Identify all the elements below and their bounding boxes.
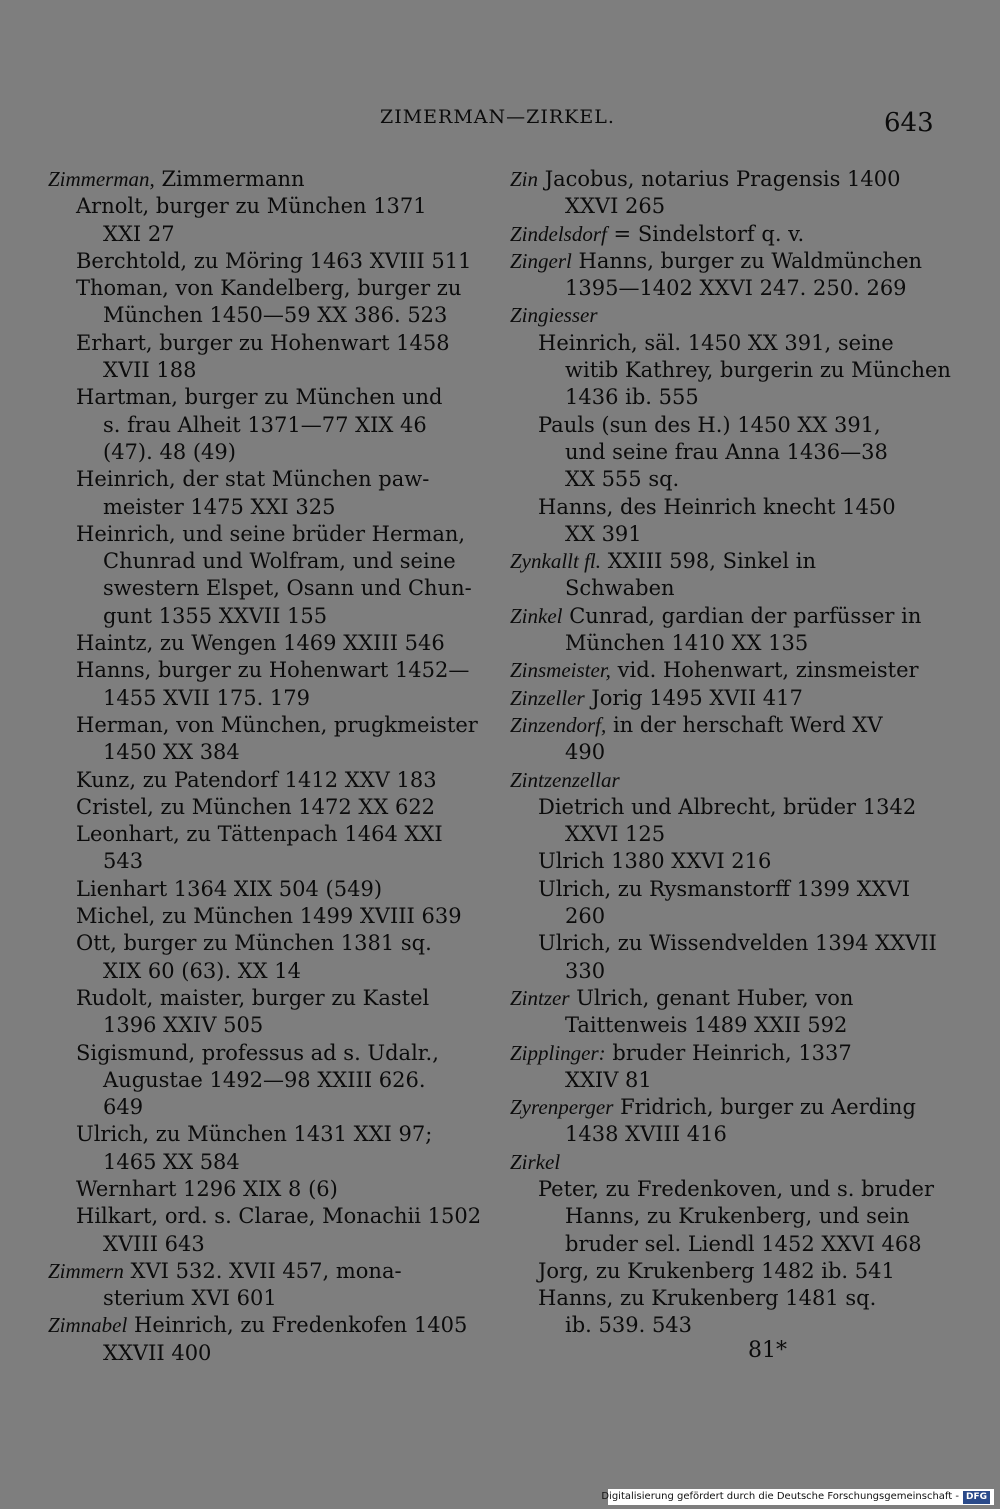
index-line — [510, 384, 935, 411]
footer-text: Digitalisierung gefördert durch die Deutsche Forschungsgemeinschaft - — [601, 1491, 959, 1502]
index-line — [48, 1067, 473, 1094]
index-line — [510, 1285, 935, 1312]
index-line — [48, 357, 473, 384]
index-line — [510, 1149, 935, 1176]
entry-text: XX 391 — [565, 521, 642, 546]
entry-keyword: Zynkallt fl. — [510, 549, 601, 574]
index-line — [510, 712, 935, 739]
entry-text: Heinrich, zu Fredenkofen 1405 — [134, 1313, 468, 1338]
index-line — [48, 712, 478, 739]
entry-text: Wernhart 1296 XIX 8 (6) — [76, 1176, 338, 1201]
index-line — [48, 1094, 473, 1121]
entry-text: XXIV 81 — [565, 1067, 652, 1092]
entry-text: bruder Heinrich, 1337 — [612, 1040, 852, 1065]
index-line — [510, 1203, 935, 1230]
entry-text: Jorg, zu Krukenberg 1482 ib. 541 — [538, 1258, 895, 1283]
index-line — [48, 494, 473, 521]
entry-keyword: Zimmern — [48, 1258, 124, 1283]
entry-text: 1465 XX 584 — [103, 1149, 240, 1174]
index-line — [510, 903, 935, 930]
entry-text: Chunrad und Wolfram, und seine — [103, 549, 456, 574]
index-line — [510, 521, 935, 548]
index-line — [510, 166, 935, 193]
entry-text: s. frau Alheit 1371—77 XIX 46 — [103, 412, 427, 437]
entry-keyword: Zinzendorf, — [510, 712, 607, 737]
entry-text: Hanns, burger zu Waldmünchen — [578, 248, 923, 273]
entry-text: sterium XVI 601 — [103, 1286, 277, 1311]
entry-text: (47). 48 (49) — [103, 439, 236, 464]
entry-text: bruder sel. Liendl 1452 XXVI 468 — [565, 1231, 922, 1256]
index-line — [510, 1176, 935, 1203]
index-line — [510, 958, 935, 985]
entry-keyword: Zin — [510, 167, 539, 191]
entry-text: Sigismund, professus ad s. Udalr., — [76, 1040, 439, 1065]
index-line — [48, 275, 473, 302]
entry-text: witib Kathrey, burgerin zu München — [565, 358, 951, 383]
entry-text: München 1450—59 XX 386. 523 — [103, 303, 448, 328]
index-line — [510, 985, 935, 1012]
entry-text: und seine frau Anna 1436—38 — [565, 439, 888, 464]
entry-keyword: Zindelsdorf — [510, 221, 607, 246]
index-line — [48, 302, 473, 329]
entry-text: Pauls (sun des H.) 1450 XX 391, — [538, 412, 881, 437]
left-column — [48, 166, 482, 1367]
index-line — [510, 685, 935, 712]
index-line — [48, 1012, 473, 1039]
index-line — [48, 1176, 473, 1203]
entry-text: Ulrich, genant Huber, von — [576, 985, 854, 1010]
index-line — [48, 739, 473, 766]
index-line — [510, 794, 935, 821]
entry-text: Herman, von München, prugkmeister — [76, 712, 478, 737]
entry-text: 1436 ib. 555 — [565, 385, 699, 410]
entry-text: Hanns, des Heinrich knecht 1450 — [538, 494, 896, 519]
index-line — [510, 221, 935, 248]
index-line — [510, 575, 935, 602]
entry-text: Peter, zu Fredenkoven, und s. bruder — [538, 1176, 935, 1201]
index-line — [510, 1040, 935, 1067]
index-line — [510, 739, 935, 766]
index-line — [510, 1067, 935, 1094]
entry-text: 490 — [565, 740, 606, 765]
entry-text: 1455 XVII 175. 179 — [103, 685, 311, 710]
entry-text: Ulrich, zu Wissendvelden 1394 XXVII — [538, 931, 937, 956]
entry-text: Jacobus, notarius Pragensis 1400 — [544, 167, 901, 191]
entry-text: Taittenweis 1489 XXII 592 — [565, 1013, 848, 1038]
entry-text: XXVI 265 — [565, 194, 666, 219]
index-line — [510, 275, 935, 302]
entry-keyword: Zinkel — [510, 603, 563, 628]
entry-text: Thoman, von Kandelberg, burger zu — [76, 276, 462, 301]
index-line — [48, 958, 473, 985]
entry-keyword: Zimnabel — [48, 1313, 128, 1338]
index-line — [510, 466, 935, 493]
index-line — [510, 302, 935, 329]
entry-text: in der herschaft Werd XV — [612, 712, 883, 737]
entry-text: Heinrich, säl. 1450 XX 391, seine — [538, 330, 894, 355]
entry-text: 1450 XX 384 — [103, 740, 240, 765]
entry-text: XVII 188 — [103, 358, 197, 383]
entry-text: Hilkart, ord. s. Clarae, Monachii 1502 — [76, 1204, 482, 1229]
entry-text: Leonhart, zu Tättenpach 1464 XXI — [76, 822, 443, 847]
index-line — [510, 876, 935, 903]
index-line — [48, 1258, 473, 1285]
index-line — [48, 1149, 473, 1176]
entry-text: Kunz, zu Patendorf 1412 XXV 183 — [76, 767, 437, 792]
entry-text: Augustae 1492—98 XXIII 626. — [103, 1067, 426, 1092]
entry-text: 330 — [565, 958, 606, 983]
entry-text: 543 — [103, 849, 144, 874]
index-line — [510, 1258, 935, 1285]
index-line — [510, 767, 935, 794]
entry-text: XVIII 643 — [103, 1231, 205, 1256]
entry-text: München 1410 XX 135 — [565, 631, 809, 656]
entry-text: 1438 XVIII 416 — [565, 1122, 727, 1147]
running-header: ZIMERMAN—ZIRKEL. — [380, 106, 615, 128]
entry-text: ib. 539. 543 — [565, 1313, 693, 1338]
entry-text: 260 — [565, 904, 606, 929]
entry-text: swestern Elspet, Osann und Chun- — [103, 576, 472, 601]
entry-text: XXI 27 — [103, 221, 175, 246]
index-line — [48, 166, 473, 193]
index-line — [510, 930, 935, 957]
index-line — [510, 412, 935, 439]
entry-text: Fridrich, burger zu Aerding — [620, 1095, 916, 1120]
index-line — [510, 630, 935, 657]
entry-keyword: Zingiesser — [510, 303, 598, 328]
entry-text: Heinrich, der stat München paw- — [76, 467, 430, 492]
index-line — [48, 930, 473, 957]
entry-text: Arnolt, burger zu München 1371 — [76, 194, 427, 219]
entry-text: Schwaben — [565, 576, 675, 601]
index-line — [48, 1312, 473, 1339]
index-line — [510, 821, 935, 848]
index-line — [510, 603, 935, 630]
digitization-footer — [601, 1489, 994, 1505]
index-line — [510, 248, 935, 275]
entry-text: Ulrich, zu München 1431 XXI 97; — [76, 1122, 433, 1147]
index-line — [48, 821, 473, 848]
index-line — [48, 848, 473, 875]
index-line — [48, 466, 473, 493]
entry-text: meister 1475 XXI 325 — [103, 494, 336, 519]
entry-text: Haintz, zu Wengen 1469 XXIII 546 — [76, 631, 445, 656]
entry-keyword: Zyrenperger — [510, 1095, 614, 1120]
index-line — [48, 548, 473, 575]
index-line — [48, 1203, 482, 1230]
index-line — [48, 685, 473, 712]
entry-text: 1395—1402 XXVI 247. 250. 269 — [565, 276, 907, 301]
index-line — [510, 1231, 935, 1258]
entry-text: Cunrad, gardian der parfüsser in — [569, 603, 922, 628]
entry-text: XXVI 125 — [565, 822, 666, 847]
entry-text: Jorig 1495 XVII 417 — [591, 685, 803, 710]
index-line — [48, 412, 473, 439]
index-line — [48, 439, 473, 466]
index-line — [48, 575, 473, 602]
index-line — [48, 384, 473, 411]
index-line — [48, 630, 473, 657]
index-line — [510, 848, 935, 875]
index-line — [510, 1121, 935, 1148]
entry-text: Lienhart 1364 XIX 504 (549) — [76, 876, 383, 901]
entry-text: Hanns, burger zu Hohenwart 1452— — [76, 658, 470, 683]
index-line — [48, 657, 473, 684]
index-line — [48, 603, 473, 630]
entry-keyword: Zimmerman, — [48, 167, 155, 191]
index-line — [510, 1012, 935, 1039]
entry-text: Cristel, zu München 1472 XX 622 — [76, 794, 436, 819]
dfg-logo: DFG — [963, 1491, 990, 1504]
entry-text: XXIII 598, Sinkel in — [607, 549, 816, 574]
entry-text: Dietrich und Albrecht, brüder 1342 — [538, 794, 917, 819]
index-line — [48, 985, 473, 1012]
entry-text: Hanns, zu Krukenberg, und sein — [565, 1204, 910, 1229]
index-line — [48, 1121, 473, 1148]
index-line — [48, 903, 473, 930]
index-line — [48, 767, 473, 794]
entry-text: gunt 1355 XXVII 155 — [103, 603, 328, 628]
index-line — [510, 193, 935, 220]
entry-text: XIX 60 (63). XX 14 — [103, 958, 302, 983]
index-line — [48, 193, 473, 220]
entry-text: Heinrich, und seine brüder Herman, — [76, 521, 466, 546]
entry-keyword: Zirkel — [510, 1149, 561, 1174]
entry-text: Ulrich 1380 XXVI 216 — [538, 849, 772, 874]
entry-text: Zimmermann — [161, 167, 305, 191]
entry-text: 649 — [103, 1095, 144, 1120]
index-line — [48, 1231, 473, 1258]
entry-keyword: Zintzer — [510, 985, 570, 1010]
entry-keyword: Zipplinger: — [510, 1040, 606, 1065]
entry-text: Ulrich, zu Rysmanstorff 1399 XXVI — [538, 876, 911, 901]
entry-text: Erhart, burger zu Hohenwart 1458 — [76, 330, 450, 355]
index-line — [48, 521, 473, 548]
index-line — [48, 248, 473, 275]
index-line — [48, 1340, 473, 1367]
entry-text: XVI 532. XVII 457, mona- — [130, 1258, 402, 1283]
index-line — [48, 221, 473, 248]
entry-keyword: Zingerl — [510, 248, 572, 273]
entry-keyword: Zinsmeister, — [510, 658, 611, 683]
index-line — [510, 1312, 935, 1339]
entry-text: Hartman, burger zu München und — [76, 385, 443, 410]
index-line — [510, 1094, 935, 1121]
right-column — [510, 166, 951, 1340]
entry-text: XX 555 sq. — [565, 467, 680, 492]
entry-text: vid. Hohenwart, zinsmeister — [617, 658, 919, 683]
entry-keyword: Zintzenzellar — [510, 767, 620, 792]
index-line — [510, 330, 935, 357]
index-line — [48, 330, 473, 357]
entry-text: 1396 XXIV 505 — [103, 1013, 264, 1038]
entry-text: Rudolt, maister, burger zu Kastel — [76, 985, 430, 1010]
index-line — [510, 494, 935, 521]
entry-text: Hanns, zu Krukenberg 1481 sq. — [538, 1286, 877, 1311]
index-line — [48, 1285, 473, 1312]
index-line — [510, 657, 935, 684]
index-line — [48, 876, 473, 903]
entry-text: Ott, burger zu München 1381 sq. — [76, 931, 432, 956]
page-number: 643 — [884, 108, 934, 138]
entry-text: Berchtold, zu Möring 1463 XVIII 511 — [76, 248, 472, 273]
entry-text: Michel, zu München 1499 XVIII 639 — [76, 904, 462, 929]
index-line — [510, 357, 951, 384]
index-line — [48, 1040, 473, 1067]
entry-keyword: Zinzeller — [510, 685, 585, 710]
index-line — [510, 548, 935, 575]
entry-text: XXVII 400 — [103, 1340, 212, 1365]
signature-mark: 81* — [748, 1338, 787, 1363]
index-line — [510, 439, 935, 466]
entry-text: = Sindelstorf q. v. — [613, 221, 805, 246]
index-line — [48, 794, 473, 821]
